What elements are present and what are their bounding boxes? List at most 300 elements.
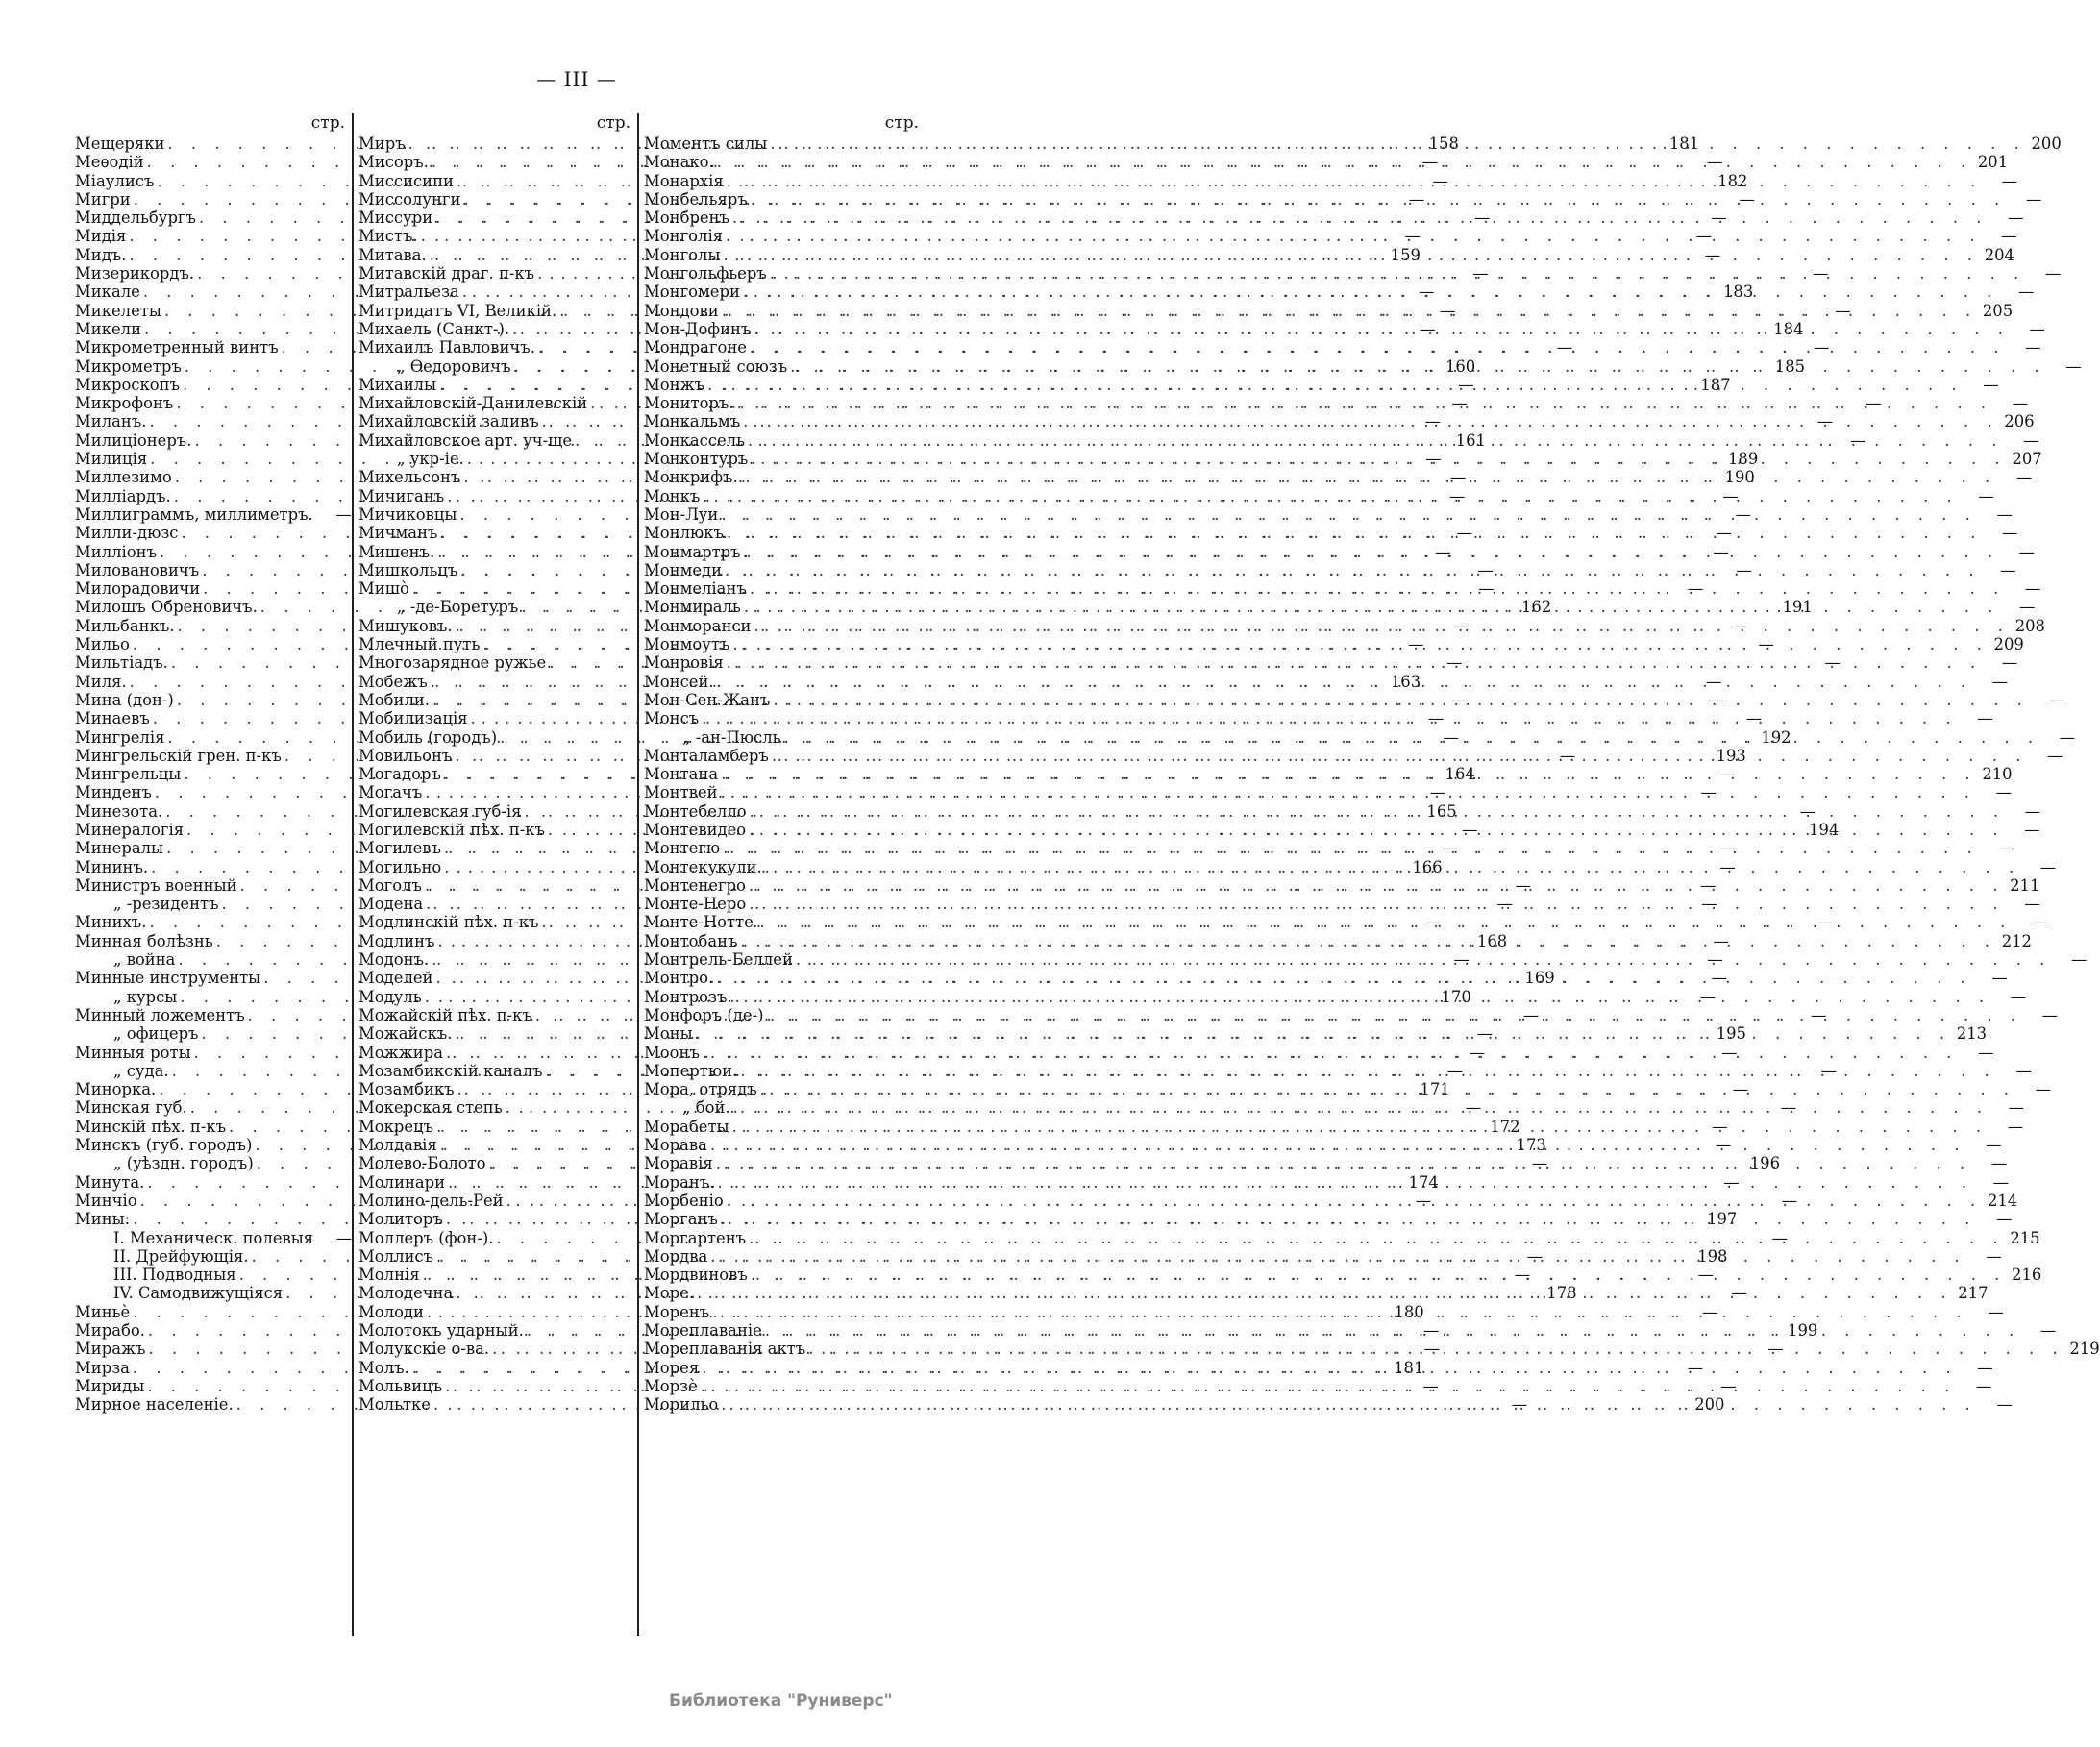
dot-leader: [696, 1024, 1951, 1043]
entry-term: Миссолунги: [358, 189, 461, 209]
entry-page: 194: [1809, 820, 1840, 839]
entry-term: Мокрецъ: [358, 1117, 434, 1136]
entry-page: —: [1478, 579, 1495, 599]
index-entry: [644, 486, 1994, 505]
entry-term: Монтана: [644, 765, 719, 784]
index-entry: [644, 709, 1993, 728]
entry-term: Микале: [75, 283, 140, 302]
dot-leader: [750, 579, 2005, 598]
entry-term: Мирабо.: [75, 1321, 145, 1340]
index-entry: [644, 895, 2040, 914]
entry-term: Монмеди: [644, 560, 723, 579]
entry-term: Мириды: [75, 1376, 145, 1395]
entry-term: Миссури: [358, 209, 433, 228]
entry-term: Михаилы: [358, 375, 437, 394]
entry-term: Морзè: [644, 1376, 698, 1395]
entry-term: Можайскій пѣх. п-къ: [358, 1005, 532, 1024]
entry-term: Монконтуръ: [644, 450, 749, 469]
entry-page: —: [1986, 1136, 2002, 1155]
entry-page: —: [335, 504, 352, 524]
dot-leader: [735, 988, 1990, 1006]
entry-page: 170: [1441, 987, 1471, 1006]
column-header: стр.: [310, 113, 345, 133]
dot-leader: [727, 172, 1982, 190]
entry-term: Мининъ.: [75, 857, 149, 876]
entry-term: Мобежъ: [358, 672, 428, 691]
entry-page: —: [1458, 375, 1474, 394]
entry-term: Монголія: [644, 227, 724, 246]
dot-leader: [796, 950, 2051, 969]
entry-page: 189: [1727, 450, 1759, 469]
entry-page: —: [2024, 820, 2040, 839]
dot-leader: [751, 1266, 2006, 1284]
entry-term: Молдавія: [358, 1136, 437, 1155]
entry-term: Милорадовичи: [75, 579, 201, 599]
index-entry: [644, 504, 2013, 524]
dot-leader: [721, 1395, 1976, 1414]
entry-page: 196: [1749, 1154, 1781, 1173]
entry-page: —: [2001, 171, 2018, 190]
entry-page: —: [2015, 1061, 2032, 1080]
entry-term: Мишенъ.: [358, 542, 435, 561]
entry-page: —: [1996, 504, 2013, 524]
entry-term: Морава: [644, 1136, 707, 1155]
entry-term: Митральеза: [358, 283, 459, 302]
entry-page: —: [1816, 412, 1834, 431]
entry-page: 200: [1694, 1395, 1725, 1415]
entry-term: Мордвиновъ: [644, 1266, 748, 1285]
entry-term: Море.: [644, 1284, 695, 1303]
entry-term: Миллезимо: [75, 468, 172, 487]
entry-page: —: [1476, 1024, 1493, 1044]
entry-page: —: [1988, 1302, 2004, 1321]
entry-term: Монтвей: [644, 783, 718, 802]
entry-term: Мольтке: [358, 1395, 431, 1415]
entry-term: Многозарядное ружье: [358, 653, 547, 673]
entry-page: —: [1995, 783, 2012, 802]
entry-term: Михаилъ Павловичъ.: [358, 338, 535, 357]
index-entry: [644, 189, 2042, 209]
entry-page: 210: [1982, 765, 2013, 784]
entry-page: —: [335, 1228, 353, 1247]
entry-page: —: [1739, 189, 1755, 209]
entry-page: 206: [2004, 412, 2035, 431]
entry-page: —: [1469, 1043, 1486, 1062]
entry-page: —: [1427, 709, 1445, 728]
entry-term: Мон-Луи: [644, 504, 719, 524]
index-entry: [644, 783, 2012, 802]
entry-term: Моллеръ (фон-).: [358, 1228, 494, 1247]
entry-page: —: [1699, 987, 1717, 1006]
entry-term: Монровія: [644, 653, 724, 673]
dot-leader: [727, 653, 1982, 672]
entry-term: Молодечна: [358, 1284, 454, 1303]
entry-term: Мон-Сен-Жанъ: [644, 690, 771, 709]
entry-term: Микрофонъ: [75, 394, 174, 413]
entry-term: Могилевская губ-ія: [358, 801, 522, 821]
entry-term: „ офицеръ: [113, 1024, 199, 1044]
entry-term: Милліардъ.: [75, 486, 171, 505]
entry-term: Мильо: [75, 635, 130, 654]
dot-leader: [741, 468, 1996, 486]
entry-page: —: [2012, 394, 2029, 413]
entry-term: Монтобанъ: [644, 931, 738, 950]
entry-term: Миньè: [75, 1302, 131, 1321]
entry-term: Мичиковцы: [358, 504, 457, 524]
entry-page: —: [1462, 820, 1478, 839]
entry-page: 201: [1977, 153, 2009, 172]
entry-page: —: [1432, 171, 1448, 190]
dot-leader: [784, 728, 2039, 747]
entry-page: —: [2071, 950, 2088, 970]
index-entry: [644, 209, 2024, 228]
entry-term: „ -де-Боретуръ: [397, 598, 519, 617]
entry-page: —: [1716, 524, 1732, 543]
entry-term: Монбельяръ: [644, 189, 748, 209]
dot-leader: [721, 765, 1976, 783]
entry-page: —: [1850, 431, 1866, 450]
dot-leader: [749, 1229, 2004, 1247]
entry-term: Моргартенъ: [644, 1228, 747, 1247]
dot-leader: [716, 969, 1971, 987]
entry-page: —: [1415, 1191, 1432, 1210]
entry-page: —: [2000, 560, 2016, 579]
index-entry: [644, 560, 2016, 579]
entry-term: Монмираль: [644, 598, 741, 617]
entry-page: —: [1735, 504, 1751, 524]
entry-term: Модлинъ: [358, 931, 435, 950]
dot-leader: [697, 1284, 1952, 1302]
entry-page: —: [2059, 727, 2076, 747]
entry-page: —: [2048, 690, 2064, 709]
entry-term: Монфоръ (де-): [644, 1005, 764, 1024]
entry-term: Монгольфьеръ: [644, 264, 767, 283]
entry-term: „ война: [113, 950, 176, 970]
entry-term: Міаулисъ: [75, 171, 155, 190]
entry-page: —: [2007, 1117, 2024, 1136]
entry-page: 178: [1546, 1284, 1577, 1303]
dot-leader: [773, 691, 2028, 709]
entry-term: Мильбанкъ.: [75, 616, 175, 635]
dot-leader: [717, 673, 1972, 691]
entry-page: —: [1701, 895, 1717, 914]
entry-page: —: [2024, 801, 2041, 821]
entry-page: 193: [1716, 746, 1746, 765]
entry-term: Морабеты: [644, 1117, 729, 1136]
entry-page: 217: [1958, 1284, 1989, 1303]
entry-page: —: [1998, 839, 2014, 858]
entry-term: Молево-Болото: [358, 1154, 486, 1173]
entry-page: —: [1705, 672, 1722, 691]
entry-page: 187: [1700, 375, 1731, 394]
entry-term: Мольвицъ: [358, 1376, 443, 1395]
entry-term: Мещеряки: [75, 135, 165, 153]
entry-term: Монкъ: [644, 486, 701, 505]
entry-term: Модена: [358, 895, 424, 914]
dot-leader: [808, 1340, 2063, 1358]
entry-page: —: [2008, 1098, 2025, 1118]
entry-term: „ укр-іе.: [397, 450, 464, 469]
index-entry: [644, 913, 2048, 932]
index-entry: [644, 839, 2014, 858]
entry-page: —: [1439, 301, 1456, 320]
entry-term: Моментъ силы: [644, 135, 768, 153]
entry-term: Модонъ.: [358, 950, 430, 970]
entry-term: Милиція: [75, 450, 148, 469]
entry-term: Мина (дон-): [75, 690, 174, 709]
dot-leader: [702, 709, 1957, 727]
index-entry: [644, 1043, 1994, 1062]
dot-leader: [744, 543, 1999, 561]
entry-term: Мордва: [644, 1246, 708, 1266]
entry-term: Мора, отрядъ: [644, 1080, 757, 1099]
index-entry: [644, 1340, 2100, 1359]
dot-leader: [754, 617, 2010, 635]
entry-term: III. Подводныя: [113, 1266, 236, 1285]
entry-term: Минорка.: [75, 1080, 157, 1099]
entry-page: —: [1707, 950, 1723, 970]
entry-page: —: [2024, 579, 2041, 599]
dot-leader: [741, 932, 1996, 950]
entry-term: Мозамбикскій каналъ: [358, 1061, 543, 1080]
entry-page: —: [1429, 783, 1446, 802]
entry-page: —: [2024, 895, 2040, 914]
entry-page: —: [1700, 783, 1717, 802]
entry-page: —: [1425, 450, 1442, 469]
entry-term: Минчіо: [75, 1191, 137, 1210]
entry-page: —: [1719, 765, 1736, 784]
dot-leader: [703, 487, 1958, 505]
entry-page: —: [1731, 1284, 1747, 1303]
entry-term: Минезота.: [75, 801, 163, 821]
entry-term: Могадоръ: [358, 765, 441, 784]
entry-page: —: [1704, 245, 1721, 264]
entry-page: —: [1995, 1210, 2013, 1229]
index-entry: [644, 635, 2024, 654]
index-entry: [644, 301, 2014, 320]
entry-term: Мониторъ.: [644, 394, 734, 413]
entry-term: Монтенегро: [644, 875, 746, 895]
dot-leader: [765, 858, 2020, 876]
entry-term: Михайловскій заливъ: [358, 412, 539, 431]
dot-leader: [722, 302, 1977, 320]
entry-term: Монтрель-Беллей: [644, 950, 793, 970]
entry-page: —: [1708, 690, 1724, 709]
entry-page: 165: [1426, 801, 1457, 821]
entry-term: Мозамбикъ: [358, 1080, 455, 1099]
dot-leader: [772, 747, 2027, 765]
entry-page: —: [1408, 189, 1425, 209]
dot-leader: [737, 394, 1992, 412]
entry-term: Могилевъ: [358, 839, 441, 858]
entry-page: —: [1865, 394, 1882, 413]
entry-page: —: [1418, 283, 1435, 302]
entry-term: Мондови: [644, 301, 719, 320]
entry-term: Монталамберъ: [644, 746, 769, 765]
entry-term: Милліонъ: [75, 542, 157, 561]
entry-page: 184: [1773, 319, 1804, 338]
entry-term: Мишò: [358, 579, 409, 599]
entry-term: Миловановичъ: [75, 560, 200, 579]
entry-term: Молинари: [358, 1172, 446, 1192]
entry-page: —: [2001, 227, 2017, 246]
entry-term: Минденъ: [75, 783, 152, 802]
entry-term: Моголъ: [358, 875, 422, 895]
entry-page: —: [2065, 357, 2082, 376]
entry-page: —: [1697, 1266, 1715, 1285]
entry-term: Миллиграммъ, миллиметръ.: [75, 504, 313, 524]
entry-page: —: [1522, 1005, 1540, 1024]
entry-term: Молино-дель-Рей: [358, 1191, 504, 1210]
entry-page: —: [1712, 1117, 1728, 1136]
entry-term: Мидія: [75, 227, 127, 246]
entry-term: Минныя роты: [75, 1043, 191, 1062]
entry-page: —: [1472, 264, 1489, 283]
entry-page: —: [1719, 857, 1736, 876]
dot-leader: [710, 1247, 1965, 1266]
entry-term: Мильтіадъ.: [75, 653, 168, 673]
entry-term: Мореплаваніе: [644, 1321, 762, 1340]
entry-term: Могильно: [358, 857, 442, 876]
entry-page: 163: [1390, 672, 1421, 691]
dot-leader: [756, 913, 2012, 931]
entry-term: Монмоутъ: [644, 635, 730, 654]
entry-page: —: [1723, 1172, 1740, 1192]
entry-page: 195: [1716, 1024, 1746, 1044]
entry-term: Мичиганъ: [358, 486, 445, 505]
index-entry: [644, 338, 2041, 357]
entry-term: Мокерская степь: [358, 1098, 503, 1118]
entry-page: —: [2015, 468, 2033, 487]
entry-term: Михельсонъ: [358, 468, 461, 487]
entry-page: 190: [1724, 468, 1755, 487]
entry-page: —: [2010, 987, 2027, 1006]
entry-page: 205: [1982, 301, 2014, 320]
entry-term: Минскій пѣх. п-къ: [75, 1117, 227, 1136]
entry-page: —: [1730, 616, 1747, 635]
entry-page: 215: [2010, 1228, 2040, 1247]
entry-term: Моны: [644, 1024, 693, 1044]
entry-page: —: [1423, 1321, 1440, 1340]
entry-term: Мингрелія: [75, 727, 165, 747]
entry-page: —: [1719, 839, 1736, 858]
dot-leader: [727, 524, 1982, 542]
entry-term: Монлюкъ: [644, 524, 724, 543]
dot-leader: [702, 1359, 1957, 1377]
entry-term: Миля.: [75, 672, 127, 691]
dot-leader: [721, 505, 1976, 524]
dot-leader: [723, 839, 1978, 857]
entry-term: Монсей.: [644, 672, 714, 691]
library-watermark: Библиотека "Руниверс": [669, 1691, 893, 1710]
entry-term: Миссисипи: [358, 171, 454, 190]
entry-page: —: [1511, 1395, 1528, 1415]
entry-term: Мопертюи.: [644, 1061, 738, 1080]
entry-term: Милли-дюзс: [75, 524, 179, 543]
index-entry: [644, 542, 2036, 561]
dot-leader: [743, 412, 1998, 431]
entry-term: Мобилизація: [358, 709, 468, 728]
dot-leader: [721, 783, 1976, 801]
dot-leader: [724, 246, 1979, 264]
entry-term: Монетный союзъ: [644, 357, 788, 376]
entry-term: Митава.: [358, 245, 427, 264]
entry-term: Минская губ.: [75, 1098, 187, 1118]
entry-term: Монтевидео: [644, 820, 747, 839]
entry-term: Минскъ (губ. городъ): [75, 1136, 253, 1155]
entry-term: Монголы: [644, 245, 721, 264]
entry-page: 174: [1408, 1172, 1439, 1192]
entry-term: Монкальмъ: [644, 412, 741, 431]
entry-term: Милиціонеръ.: [75, 431, 192, 450]
entry-page: —: [1526, 1246, 1544, 1266]
entry-page: —: [1824, 653, 1841, 673]
entry-page: —: [2023, 431, 2039, 450]
entry-term: „ бой.: [682, 1098, 730, 1118]
entry-term: Монархія: [644, 171, 724, 190]
entry-page: 209: [1993, 635, 2024, 654]
entry-term: Монмартръ: [644, 542, 741, 561]
entry-term: Мизерикордъ.: [75, 264, 195, 283]
dot-leader: [770, 135, 2025, 153]
entry-page: —: [1975, 1376, 1992, 1395]
entry-page: —: [1721, 1043, 1738, 1062]
index-entry: [644, 875, 2040, 895]
entry-page: 159: [1390, 245, 1421, 264]
entry-term: Мистъ.: [358, 227, 418, 246]
entry-term: Модуль: [358, 987, 422, 1006]
index-entry: [644, 950, 2088, 970]
entry-page: —: [1420, 319, 1436, 338]
dot-leader: [726, 227, 1981, 245]
entry-term: Монмеліанъ: [644, 579, 747, 599]
entry-page: —: [1456, 524, 1472, 543]
entry-page: —: [2046, 746, 2063, 765]
entry-page: —: [1978, 486, 1994, 505]
entry-page: —: [1745, 709, 1763, 728]
entry-page: —: [1983, 375, 1999, 394]
entry-term: „ суда.: [113, 1061, 169, 1080]
entry-term: Могачъ: [358, 783, 423, 802]
dot-leader: [717, 153, 1972, 171]
entry-page: 211: [2010, 875, 2040, 895]
entry-page: —: [2001, 653, 2018, 673]
entry-page: —: [2044, 264, 2062, 283]
entry-term: Мобиль (городъ): [358, 727, 498, 747]
entry-page: —: [1986, 1246, 2002, 1266]
dot-leader: [701, 1377, 1956, 1395]
dot-leader: [743, 283, 1998, 301]
index-entry: [644, 1266, 2042, 1285]
entry-term: Минные инструменты: [75, 969, 261, 988]
entry-page: —: [1449, 468, 1467, 487]
entry-page: 181: [1394, 1358, 1424, 1377]
entry-term: Минная болѣзнь: [75, 931, 213, 950]
entry-term: Мигри: [75, 189, 131, 209]
entry-page: —: [1452, 616, 1469, 635]
entry-term: Миръ: [358, 135, 406, 153]
entry-page: 198: [1697, 1246, 1728, 1266]
entry-term: Минералы: [75, 839, 164, 858]
entry-page: 183: [1722, 283, 1754, 302]
entry-page: —: [1713, 931, 1729, 950]
entry-page: —: [1445, 653, 1463, 673]
entry-term: Моранъ.: [644, 1172, 715, 1192]
entry-page: 181: [1668, 135, 1700, 153]
entry-page: —: [2041, 1005, 2059, 1024]
entry-page: —: [2018, 542, 2036, 561]
entry-term: Молотокъ ударный.: [358, 1321, 524, 1340]
